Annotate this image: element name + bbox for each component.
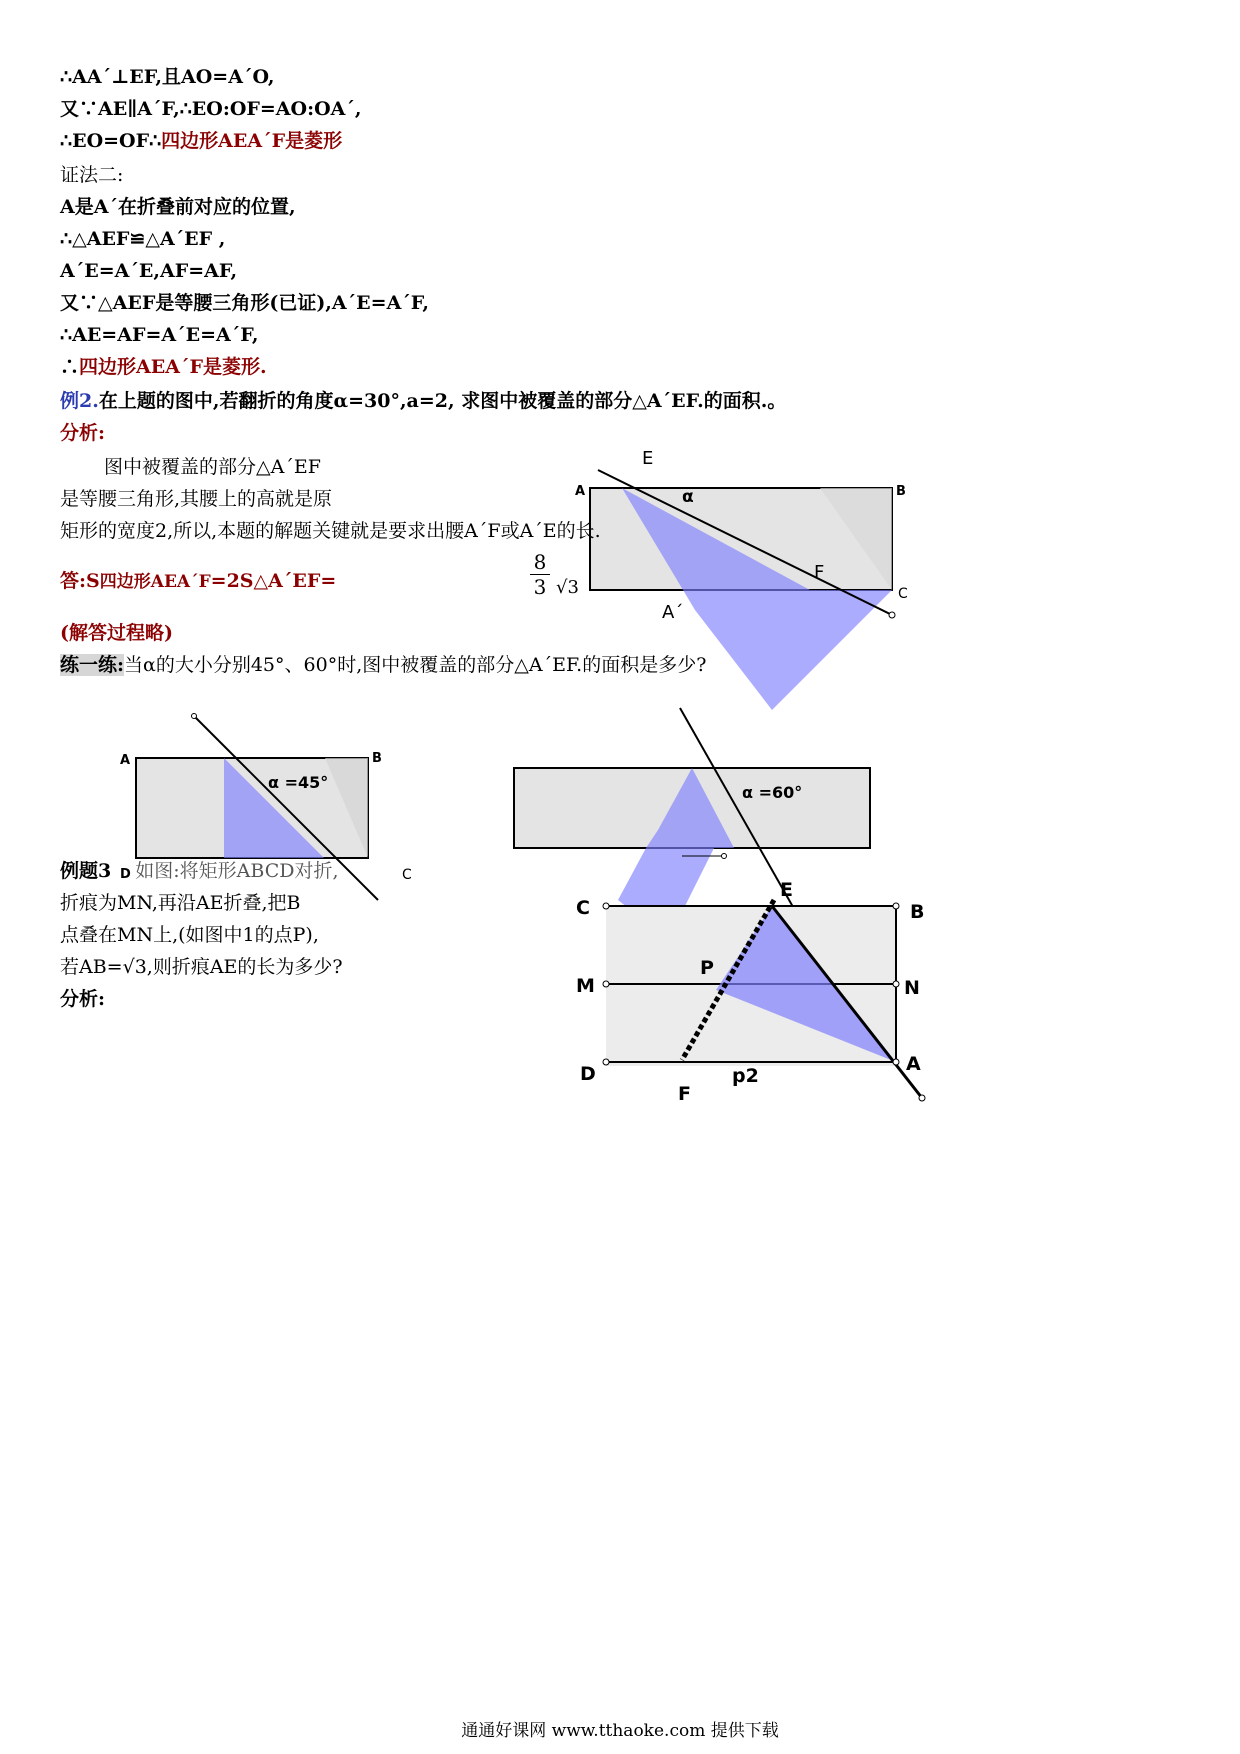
proof-line-9: ∴AE=AF=A´E=A´F,: [60, 324, 259, 346]
fig2-label-D: D: [120, 867, 131, 882]
fig4-point-A: [893, 1059, 899, 1065]
fig4-point-D: [603, 1059, 609, 1065]
practice-text: 当α的大小分别45°、60°时,图中被覆盖的部分△A´EF.的面积是多少?: [124, 654, 707, 676]
fig1-label-C: C: [898, 586, 908, 602]
page-footer: 通通好课网 www.tthaoke.com 提供下载: [461, 1721, 779, 1741]
fig4-point-N: [893, 981, 899, 987]
fig4-point-B: [893, 903, 899, 909]
fig4-label-p2: p2: [732, 1065, 759, 1087]
proof-line-1: ∴AA´⊥EF,且AO=A´O,: [60, 66, 275, 88]
fig1-label-A-prime: A´: [662, 602, 684, 623]
fig4-point-C: [603, 903, 609, 909]
example-2-analysis-line-3: 矩形的宽度2,所以,本题的解题关键就是要求出腰A´F或A´E的长.: [60, 520, 601, 542]
fig4-point-M: [603, 981, 609, 987]
fig2-label-B: B: [372, 751, 382, 766]
example-3-line-2: 折痕为MN,再沿AE折叠,把B: [60, 892, 301, 914]
fig3-label-alpha: α =60°: [742, 783, 803, 802]
example-2-answer: [60, 568, 336, 595]
example-2-text: 在上题的图中,若翻折的角度α=30°,a=2, 求图中被覆盖的部分△A´EF.的面积.。: [98, 390, 787, 412]
example-3-line-1: [60, 858, 339, 884]
proof-method-2-heading: 证法二:: [60, 164, 124, 186]
fig4-label-M: M: [576, 975, 595, 997]
fig1-fold-end: [889, 612, 895, 618]
answer-sqrt: √3: [556, 577, 579, 598]
fig1-label-B: B: [896, 484, 906, 499]
answer-tail: =2S△A´EF=: [210, 570, 337, 592]
example-3-text-1: 如图:将矩形ABCD对折,: [135, 860, 339, 882]
fig2-fold-end: [192, 714, 197, 719]
fig4-label-D: D: [580, 1063, 596, 1085]
example-2-analysis-line-2: 是等腰三角形,其腰上的高就是原: [60, 488, 333, 510]
answer-prefix: 答:S: [60, 570, 100, 592]
fig2-label-alpha: α =45°: [268, 773, 329, 792]
fig3-fold-end: [722, 854, 727, 859]
example-2-analysis-label: 分析:: [60, 422, 106, 444]
fig1-label-alpha: α: [682, 487, 694, 507]
fig4-label-P: P: [700, 957, 714, 979]
fig4-label-C: C: [576, 897, 590, 919]
example-3-tag: 例题3: [60, 860, 112, 882]
fig4-label-F: F: [678, 1083, 691, 1105]
figure-example-3: [560, 860, 940, 1120]
example-3-line-3: 点叠在MN上,(如图中1的点P),: [60, 924, 319, 946]
example-3-analysis-label: 分析:: [60, 988, 106, 1010]
proof-line-3-prefix: ∴EO=OF∴: [60, 130, 162, 152]
fig4-label-E: E: [780, 879, 793, 901]
example-3-line-4: 若AB=√3,则折痕AE的长为多少?: [60, 956, 343, 978]
fig2-label-C: C: [402, 867, 412, 883]
proof-line-3: [60, 128, 342, 154]
fig4-point-end: [919, 1095, 925, 1101]
fig4-label-B: B: [910, 901, 925, 923]
answer-fraction: [530, 550, 550, 599]
proof-line-3-conclusion: 四边形AEA´F是菱形: [161, 130, 343, 152]
fig4-label-A: A: [906, 1053, 921, 1075]
example-2-omit: (解答过程略): [60, 622, 173, 644]
proof-line-6: ∴△AEF≌△A´EF ,: [60, 228, 226, 250]
proof-line-2: 又∵AE∥A´F,∴EO:OF=AO:OA´,: [60, 98, 362, 120]
fig4-label-N: N: [904, 977, 920, 999]
example-2-analysis-line-1: 图中被覆盖的部分△A´EF: [104, 456, 321, 478]
proof-line-5: A是A´在折叠前对应的位置,: [60, 196, 296, 218]
proof-line-10: [60, 354, 267, 380]
practice-label: 练一练:: [60, 654, 125, 676]
fig1-label-A: A: [575, 484, 586, 499]
fig1-label-F: F: [814, 562, 825, 583]
proof-line-10-prefix: ∴: [60, 356, 80, 378]
proof-line-8: 又∵△AEF是等腰三角形(已证),A´E=A´F,: [60, 292, 429, 314]
fig2-label-A: A: [120, 753, 131, 768]
answer-quadrilateral: 四边形AEA´F: [99, 572, 211, 592]
proof-line-10-conclusion: 四边形AEA´F是菱形.: [79, 356, 267, 378]
answer-fraction-numerator: 8: [530, 550, 550, 575]
practice: [60, 652, 706, 678]
example-2-tag: 例2.: [60, 390, 99, 412]
answer-fraction-denominator: 3: [533, 575, 547, 599]
proof-line-7: A´E=A´E,AF=AF,: [60, 260, 238, 282]
fig1-label-E: E: [642, 448, 654, 469]
example-2: [60, 388, 786, 414]
